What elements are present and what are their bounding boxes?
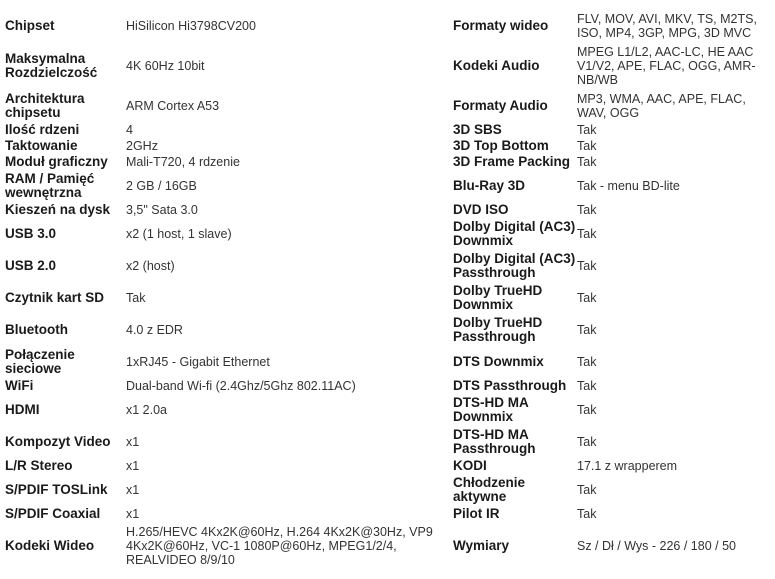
- spec-row-right: [450, 250, 775, 282]
- spec-row-left: [0, 378, 450, 394]
- spec-value: x1: [126, 507, 140, 521]
- spec-row-left: [0, 122, 450, 138]
- spec-row-left: [0, 402, 450, 418]
- spec-label: Dolby TrueHD Downmix: [453, 283, 543, 312]
- spec-label: Formaty wideo: [453, 18, 549, 33]
- spec-label: USB 3.0: [5, 226, 57, 241]
- spec-label: S/PDIF TOSLink: [5, 482, 108, 497]
- spec-label: DTS-HD MA Downmix: [453, 395, 529, 424]
- spec-value: 4K 60Hz 10bit: [126, 59, 205, 73]
- spec-value: x1: [126, 459, 140, 473]
- spec-row-right: [450, 354, 775, 370]
- spec-label: Formaty Audio: [453, 98, 548, 113]
- spec-label: 3D SBS: [453, 122, 502, 137]
- spec-label: Bluetooth: [5, 322, 68, 337]
- spec-value: 4.0 z EDR: [126, 323, 183, 337]
- spec-value: MPEG L1/L2, AAC-LC, HE AAC V1/V2, APE, FLAC, OGG, AMR-NB/WB: [577, 45, 756, 87]
- spec-row-left: [0, 50, 450, 82]
- spec-value: Tak: [577, 355, 597, 369]
- spec-value: Tak: [577, 483, 597, 497]
- spec-row-right: [450, 42, 775, 90]
- spec-row-left: [0, 506, 450, 522]
- spec-label: Moduł graficzny: [5, 154, 108, 169]
- spec-label: Chipset: [5, 18, 55, 33]
- spec-label: DVD ISO: [453, 202, 509, 217]
- spec-value: x2 (host): [126, 259, 175, 273]
- spec-label: Połączenie sieciowe: [5, 347, 75, 376]
- spec-row-right: [450, 506, 775, 522]
- spec-row-right: [450, 458, 775, 474]
- spec-row-left: [0, 170, 450, 202]
- spec-value: x1: [126, 483, 140, 497]
- spec-row-left: [0, 90, 450, 122]
- spec-value: Tak: [577, 379, 597, 393]
- spec-value: Tak: [577, 259, 597, 273]
- spec-value: Tak: [126, 291, 146, 305]
- spec-label: Wymiary: [453, 538, 510, 553]
- spec-label: Taktowanie: [5, 138, 78, 153]
- spec-value: HiSilicon Hi3798CV200: [126, 19, 256, 33]
- spec-row-left: [0, 346, 450, 378]
- spec-row-right: [450, 122, 775, 138]
- spec-value: Dual-band Wi-fi (2.4Ghz/5Ghz 802.11AC): [126, 379, 356, 393]
- spec-row-left: [0, 154, 450, 170]
- spec-value: Tak: [577, 203, 597, 217]
- spec-row-right: [450, 202, 775, 218]
- spec-value: Tak: [577, 323, 597, 337]
- spec-row-left: [0, 322, 450, 338]
- spec-row-left: [0, 226, 450, 242]
- spec-label: 3D Top Bottom: [453, 138, 549, 153]
- spec-row-right: [450, 178, 775, 194]
- spec-label: Ilość rdzeni: [5, 122, 80, 137]
- spec-row-right: [450, 10, 775, 42]
- spec-row-left: [0, 522, 450, 570]
- spec-label: 3D Frame Packing: [453, 154, 571, 169]
- spec-row-left: [0, 458, 450, 474]
- spec-label: Dolby Digital (AC3) Passthrough: [453, 251, 576, 280]
- spec-value: Tak: [577, 155, 597, 169]
- spec-label: Kieszeń na dysk: [5, 202, 111, 217]
- spec-label: Architektura chipsetu: [5, 91, 85, 120]
- spec-value: x1 2.0a: [126, 403, 168, 417]
- spec-label: HDMI: [5, 402, 40, 417]
- spec-row-left: [0, 202, 450, 218]
- spec-row-right: [450, 474, 775, 506]
- spec-label: DTS-HD MA Passthrough: [453, 427, 536, 456]
- spec-label: Kodeki Wideo: [5, 538, 95, 553]
- spec-row-left: [0, 18, 450, 34]
- spec-row-left: [0, 290, 450, 306]
- spec-label: Kodeki Audio: [453, 58, 540, 73]
- spec-value: Tak: [577, 435, 597, 449]
- spec-value: Tak: [577, 227, 597, 241]
- spec-row-left: [0, 434, 450, 450]
- spec-value: Tak: [577, 291, 597, 305]
- spec-row-right: [450, 90, 775, 122]
- spec-value: 17.1 z wrapperem: [577, 459, 678, 473]
- spec-row-right: [450, 138, 775, 154]
- spec-label: DTS Downmix: [453, 354, 544, 369]
- spec-label: DTS Passthrough: [453, 378, 567, 393]
- spec-value: H.265/HEVC 4Kx2K@60Hz, H.264 4Kx2K@30Hz, VP9 4Kx2K@60Hz, VC-1 1080P@60Hz, MPEG1/2/4, REALVIDEO 8/9/10: [126, 525, 433, 567]
- spec-value: 3,5" Sata 3.0: [126, 203, 198, 217]
- spec-label: Chłodzenie aktywne: [453, 475, 526, 504]
- spec-value: Tak: [577, 123, 597, 137]
- spec-value: x2 (1 host, 1 slave): [126, 227, 232, 241]
- spec-value: x1: [126, 435, 140, 449]
- spec-label: USB 2.0: [5, 258, 57, 273]
- spec-label: Czytnik kart SD: [5, 290, 105, 305]
- spec-value: Tak: [577, 139, 597, 153]
- spec-label: Maksymalna Rozdzielczość: [5, 51, 98, 80]
- spec-label: L/R Stereo: [5, 458, 73, 473]
- spec-value: 2GHz: [126, 139, 158, 153]
- spec-row-left: [0, 482, 450, 498]
- spec-row-left: [0, 258, 450, 274]
- spec-row-right: [450, 282, 775, 314]
- spec-row-right: [450, 154, 775, 170]
- spec-value: FLV, MOV, AVI, MKV, TS, M2TS, ISO, MP4, 3GP, MPG, 3D MVC: [577, 12, 757, 40]
- spec-value: ARM Cortex A53: [126, 99, 220, 113]
- spec-value: 4: [126, 123, 133, 137]
- spec-row-right: [450, 426, 775, 458]
- spec-value: 2 GB / 16GB: [126, 179, 197, 193]
- spec-label: Blu-Ray 3D: [453, 178, 526, 193]
- spec-row-right: [450, 218, 775, 250]
- spec-row-left: [0, 138, 450, 154]
- spec-row-right: [450, 314, 775, 346]
- spec-row-right: [450, 538, 775, 554]
- spec-row-right: [450, 394, 775, 426]
- spec-label: Dolby TrueHD Passthrough: [453, 315, 543, 344]
- spec-label: Pilot IR: [453, 506, 500, 521]
- spec-value: Tak - menu BD-lite: [577, 179, 680, 193]
- spec-value: MP3, WMA, AAC, APE, FLAC, WAV, OGG: [577, 92, 746, 120]
- spec-value: Mali-T720, 4 rdzenie: [126, 155, 240, 169]
- spec-label: Kompozyt Video: [5, 434, 111, 449]
- spec-label: S/PDIF Coaxial: [5, 506, 101, 521]
- spec-label: KODI: [453, 458, 487, 473]
- spec-value: Tak: [577, 403, 597, 417]
- spec-label: WiFi: [5, 378, 34, 393]
- spec-value: 1xRJ45 - Gigabit Ethernet: [126, 355, 270, 369]
- spec-row-right: [450, 378, 775, 394]
- spec-value: Sz / Dł / Wys - 226 / 180 / 50: [577, 539, 736, 553]
- spec-label: Dolby Digital (AC3) Downmix: [453, 219, 576, 248]
- spec-label: RAM / Pamięć wewnętrzna: [5, 171, 95, 200]
- spec-value: Tak: [577, 507, 597, 521]
